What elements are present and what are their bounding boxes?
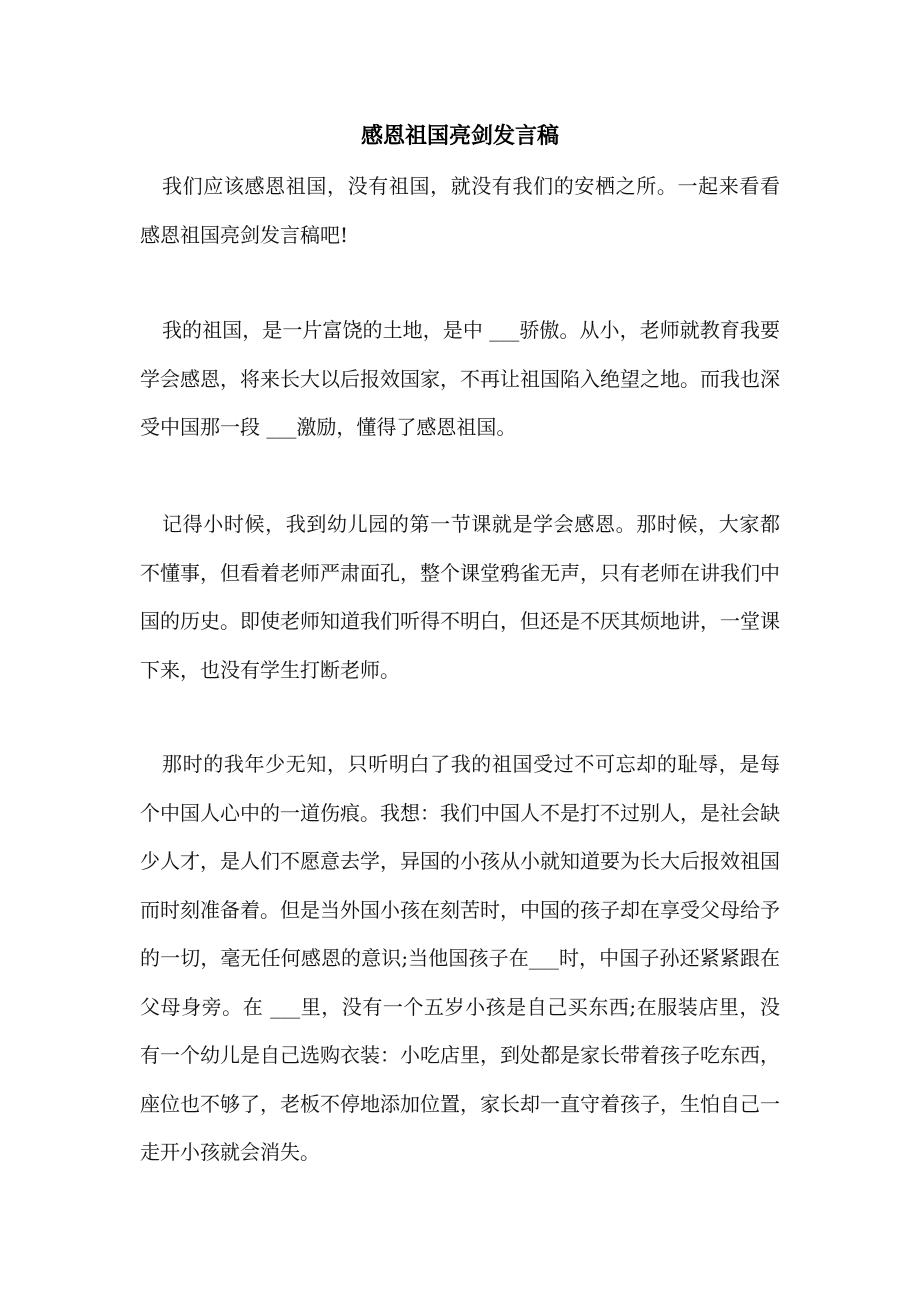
paragraph-intro: 我们应该感恩祖国，没有祖国，就没有我们的安栖之所。一起来看看感恩祖国亮剑发言稿吧! [140, 174, 780, 247]
document-title: 感恩祖国亮剑发言稿 [360, 123, 559, 149]
paragraph-kindergarten: 记得小时候，我到幼儿园的第一节课就是学会感恩。那时候，大家都不懂事，但看着老师严肃面孔，整个课堂鸦雀无声，只有老师在讲我们中国的历史。即使老师知道我们听得不明白，但还是不厌其烦地讲，一堂课下来，也没有学生打断老师。 [140, 512, 780, 682]
paragraph-reflection: 那时的我年少无知，只听明白了我的祖国受过不可忘却的耻辱，是每个中国人心中的一道伤痕。我想：我们中国人不是打不过别人，是社会缺少人才，是人们不愿意去学，异国的小孩从小就知道要为长大后报效祖国而时刻准备着。但是当外国小孩在刻苦时，中国的孩子却在享受父母给予的一切，毫无任何感恩的意识;当他国孩子在___时，中国子孙还紧紧跟在父母身旁。在 ___里，没有一个五岁小孩是自己买东西;在服装店里，没有一个幼儿是自己选购衣装：小吃店里，到处都是家长带着孩子吃东西，座位也不够了，老板不停地添加位置，家长却一直守着孩子，生怕自己一走开小孩就会消失。 [140, 752, 780, 1164]
paragraph-motherland: 我的祖国，是一片富饶的土地，是中 ___骄傲。从小，老师就教育我要学会感恩，将来长大以后报效国家，不再让祖国陷入绝望之地。而我也深受中国那一段 ___激励，懂得了感恩祖国。 [140, 318, 780, 439]
